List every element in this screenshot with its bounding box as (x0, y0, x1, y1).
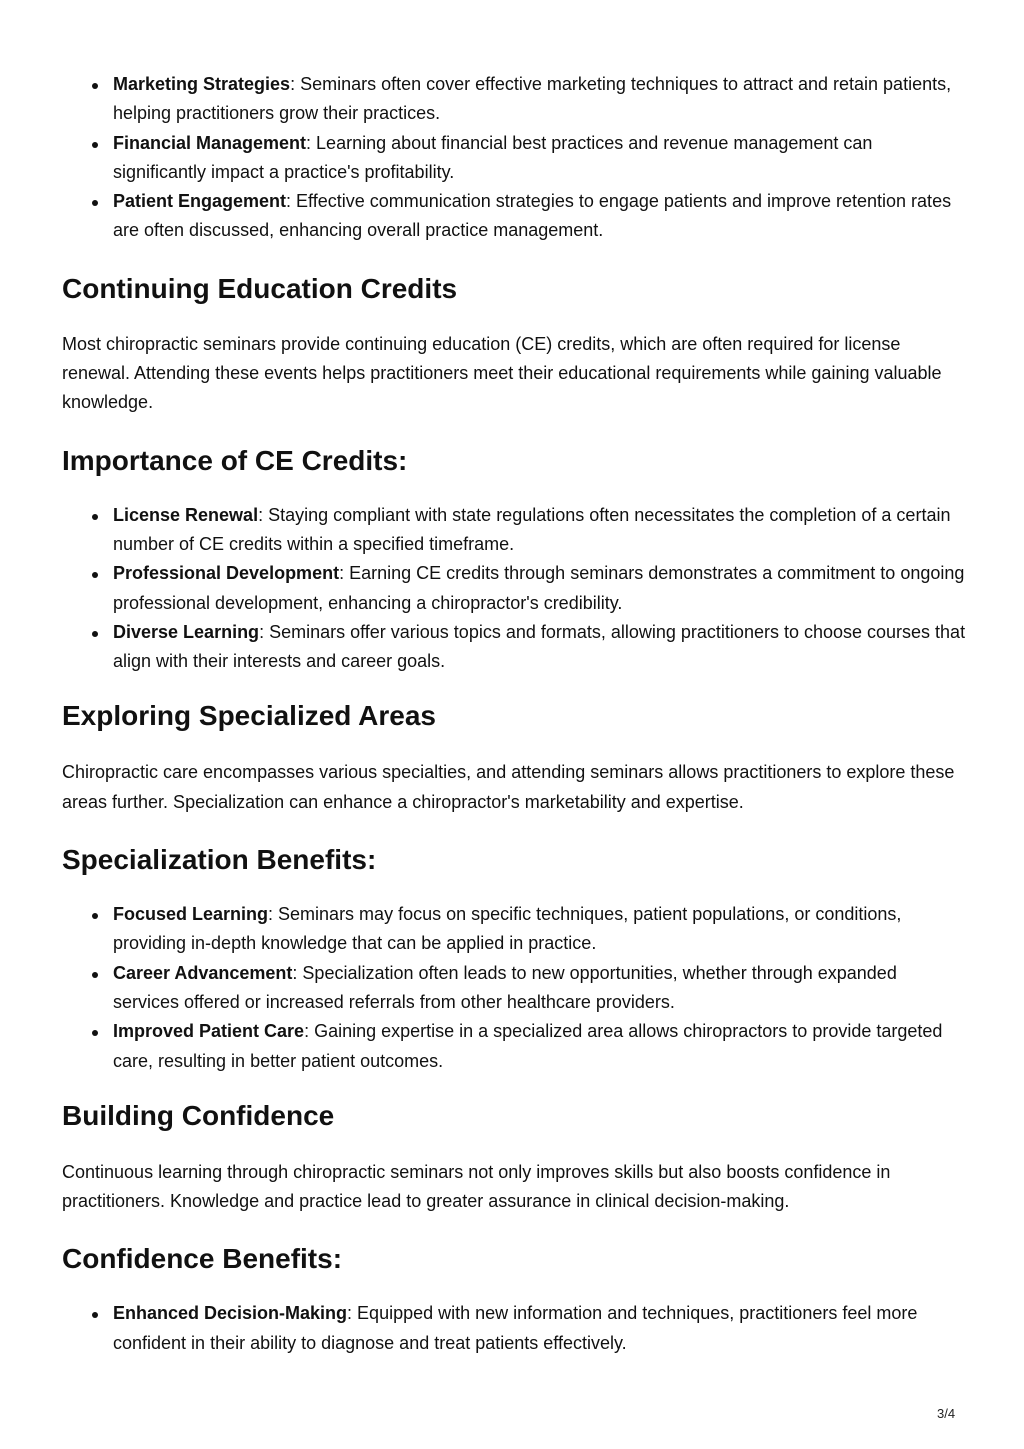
list-item-text: : Gaining expertise in a specialized area allows chiropractors to provide targeted care, resulting in better patient outcomes. (113, 1021, 943, 1071)
list-item-term: Focused Learning (113, 904, 269, 925)
list-item (62, 501, 967, 560)
list-item-term: Career Advancement (113, 962, 293, 983)
list-item-term: License Renewal (113, 504, 259, 525)
heading-exploring-specialized-areas: Exploring Specialized Areas (62, 700, 436, 732)
list-item-text: : Effective communication strategies to engage patients and improve retention rates are often discussed, enhancing overall practice management. (113, 191, 952, 241)
list-item-term: Financial Management (113, 132, 307, 153)
list-item (62, 1299, 967, 1358)
paragraph-building-confidence: Continuous learning through chiropractic seminars not only improves skills but also boosts confidence in practitioners. Knowledge and practice lead to greater assurance in clinical decision-making. (62, 1161, 891, 1212)
heading-confidence-benefits: Confidence Benefits: (62, 1243, 343, 1275)
specialization-benefits-list (62, 900, 967, 1076)
practice-management-list (62, 70, 967, 246)
list-item (62, 900, 967, 959)
list-item (62, 70, 967, 129)
ce-credits-list (62, 501, 967, 677)
list-item-term: Improved Patient Care (113, 1021, 305, 1042)
heading-importance-of-ce-credits: Importance of CE Credits: (62, 444, 408, 476)
paragraph-continuing-education: Most chiropractic seminars provide continuing education (CE) credits, which are often required for license renewal. Attending these events helps practitioners meet their educational requirements while gaining valuable knowledge. (62, 333, 942, 413)
list-item (62, 1017, 967, 1076)
list-item (62, 129, 967, 188)
list-item-text: : Equipped with new information and techniques, practitioners feel more confident in their ability to diagnose and treat patients effectively. (113, 1303, 918, 1353)
confidence-benefits-list (62, 1299, 967, 1358)
list-item-text: : Staying compliant with state regulations often necessitates the completion of a certain number of CE credits within a specified timeframe. (113, 504, 951, 554)
list-item-term: Patient Engagement (113, 191, 287, 212)
document-body (62, 70, 967, 1358)
heading-building-confidence: Building Confidence (62, 1099, 335, 1131)
list-item-text: : Learning about financial best practices and revenue management can significantly impact a practice's profitability. (113, 132, 873, 182)
list-item-text: : Seminars often cover effective marketing techniques to attract and retain patients, helping practitioners grow their practices. (113, 74, 952, 124)
list-item (62, 959, 967, 1018)
list-item-text: : Specialization often leads to new opportunities, whether through expanded services offered or increased referrals from other healthcare providers. (113, 962, 897, 1012)
list-item (62, 618, 967, 677)
list-item-term: Enhanced Decision-Making (113, 1303, 348, 1324)
list-item-text: : Seminars offer various topics and formats, allowing practitioners to choose courses that align with their interests and career goals. (113, 621, 966, 672)
page-number: 3/4 (937, 1406, 956, 1421)
list-item-term: Professional Development (113, 563, 340, 584)
list-item-term: Diverse Learning (113, 621, 260, 642)
paragraph-specialized-areas: Chiropractic care encompasses various specialties, and attending seminars allows practitioners to explore these areas further. Specialization can enhance a chiropractor's marketability and expertise. (62, 762, 955, 812)
list-item-text: : Earning CE credits through seminars demonstrates a commitment to ongoing professional development, enhancing a chiropractor's credibility. (113, 563, 965, 613)
list-item-text: : Seminars may focus on specific techniques, patient populations, or conditions, providing in-depth knowledge that can be applied in practice. (113, 904, 902, 954)
list-item-term: Marketing Strategies (113, 74, 291, 94)
heading-specialization-benefits: Specialization Benefits: (62, 844, 377, 876)
list-item (62, 187, 967, 246)
list-item (62, 559, 967, 618)
heading-continuing-education-credits: Continuing Education Credits (62, 272, 458, 304)
